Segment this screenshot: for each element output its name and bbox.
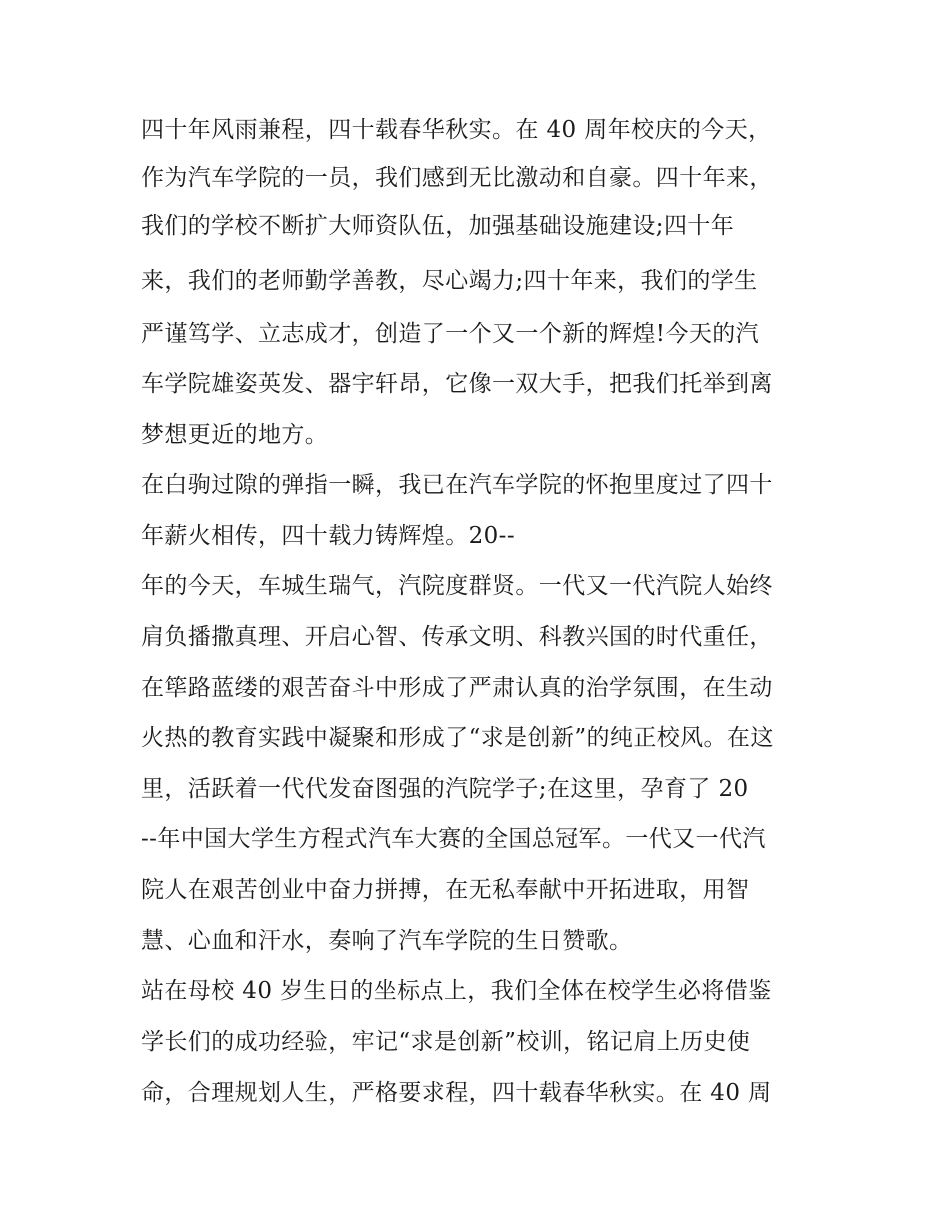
text-line: --年中国大学生方程式汽车大赛的全国总冠军。一代又一代汽 [141,826,766,852]
text-line: 车学院雄姿英发、器宇轩昂，它像一双大手，把我们托举到离 [141,371,773,397]
text-line: 火热的教育实践中凝聚和形成了“求是创新”的纯正校风。在这 [141,725,774,751]
text-line: 梦想更近的地方。 [141,422,329,448]
text-line: 肩负播撒真理、开启心智、传承文明、科教兴国的时代重任， [141,624,773,650]
text-line: 命，合理规划人生，严格要求程，四十载春华秋实。在 40 周 [141,1080,772,1106]
text-line: 严谨笃学、立志成才，创造了一个又一个新的辉煌!今天的汽 [141,321,760,347]
text-line: 年的今天，车城生瑞气，汽院度群贤。一代又一代汽院人始终 [141,573,773,599]
text-line: 年薪火相传，四十载力铸辉煌。20-- [141,523,516,549]
text-line: 院人在艰苦创业中奋力拼搏，在无私奉献中开拓进取，用智 [141,877,750,903]
text-line: 站在母校 40 岁生日的坐标点上，我们全体在校学生必将借鉴 [141,978,772,1004]
text-line: 慧、心血和汗水，奏响了汽车学院的生日赞歌。 [141,928,633,954]
text-line: 学长们的成功经验，牢记“求是创新”校训，铭记肩上历史使 [141,1029,751,1055]
text-line: 在白驹过隙的弹指一瞬，我已在汽车学院的怀抱里度过了四十 [141,472,773,498]
text-line: 在筚路蓝缕的艰苦奋斗中形成了严肃认真的治学氛围，在生动 [141,675,773,701]
text-line: 里，活跃着一代代发奋图强的汽院学子;在这里，孕育了 20 [141,776,749,802]
text-line: 作为汽车学院的一员，我们感到无比激动和自豪。四十年来， [141,165,773,191]
text-line: 我们的学校不断扩大师资队伍，加强基础设施建设;四十年 [141,213,735,239]
text-line: 四十年风雨兼程，四十载春华秋实。在 40 周年校庆的今天， [141,117,772,143]
text-line: 来，我们的老师勤学善教，尽心竭力;四十年来，我们的学生 [141,268,758,294]
